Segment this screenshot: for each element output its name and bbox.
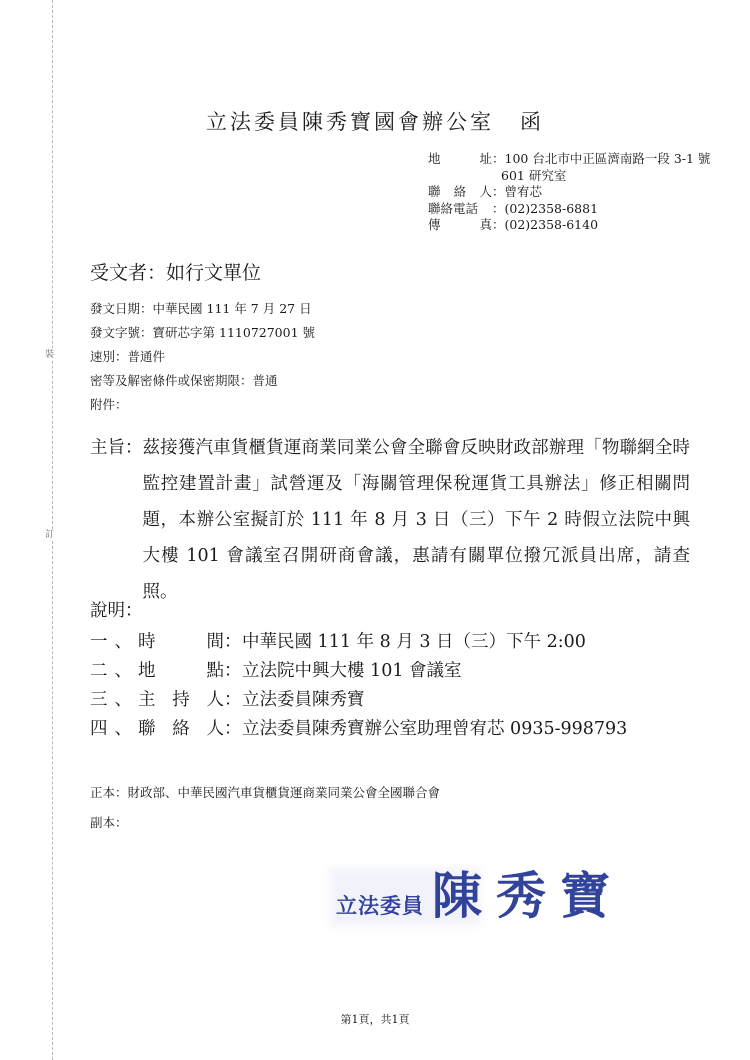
meta-ref-number: 發文字號：寶研芯字第 1110727001 號 [90,325,316,340]
title-text: 立法委員陳秀寶國會辦公室 [206,110,494,134]
page-number: 第1頁，共1頁 [340,1013,410,1026]
explanation-heading: 說明： [90,601,143,621]
explanation-item-host: 三 、 主 持 人 ： 立法委員陳秀寶 [90,686,627,715]
original-recipients: 正本：財政部、中華民國汽車貨櫃貨運商業同業公會全國聯合會 [90,785,441,800]
title-suffix: 函 [520,110,544,134]
recipient-line: 受文者：如行文單位 [90,262,262,284]
meta-block [90,297,315,417]
contact-fax: 傳 真 ： (02)2358-6140 [428,217,599,232]
document-title [0,106,750,136]
binding-mark-zhuang: 裝 [45,350,55,360]
address-value: 100 台北市中正區濟南路一段 3-1 號 [504,151,711,166]
subject-text: 茲接獲汽車貨櫃貨運商業同業公會全聯會反映財政部辦理「物聯網全時監控建置計畫」試營運及「海關管理保稅運貨工具辦法」修正相關問題，本辦公室擬訂於 111 年 8 月 3 日（三）下午 2 時假立法院中興大樓 101 會議室召開研商會議，惠請有關單位撥冗派員出席，請查照。 [142,438,690,602]
contact-address: 地 址 ： 100 台北市中正區濟南路一段 3-1 號 [428,151,711,166]
seal-title: 立法委員 [336,893,424,918]
meta-speed: 速別：普通件 [90,349,166,364]
copy-recipients: 副本： [90,815,128,830]
recipient-label: 受文者 [90,262,148,284]
item-time-value: 中華民國 111 年 8 月 3 日（三）下午 2:00 [242,632,586,652]
subject-label: 主旨 [90,438,125,458]
binding-mark-ding: 訂 [45,530,55,540]
subject-block: 主旨： 茲接獲汽車貨櫃貨運商業同業公會全聯會反映財政部辦理「物聯網全時監控建置計畫」試營運及「海關管理保稅運貨工具辦法」修正相關問題，本辦公室擬訂於 111 年 8 月 3 日（三）下午 2 時假立法院中興大樓 101 會議室召開研商會議，惠請有關單位撥冗派員出席，請查照。 [90,430,690,610]
meta-attachment: 附件： [90,397,128,412]
item-location-value: 立法院中興大樓 101 會議室 [242,661,462,681]
address-continued: 601 研究室 [501,167,567,183]
recipient-value: 如行文單位 [166,262,262,284]
item-contact-value: 立法委員陳秀寶辦公室助理曾宥芯 0935-998793 [242,719,628,739]
person-value: 曾宥芯 [504,184,543,199]
fax-value: (02)2358-6140 [504,217,599,232]
explanation-item-time: 一 、 時 間 ： 中華民國 111 年 8 月 3 日（三）下午 2:00 [90,628,627,657]
contact-block [428,151,710,234]
phone-value: (02)2358-6881 [504,200,599,216]
explanation-item-contact: 四 、 聯 絡 人 ： 立法委員陳秀寶辦公室助理曾宥芯 0935-998793 [90,715,627,744]
copies-block [90,778,440,838]
item-host-value: 立法委員陳秀寶 [242,690,365,710]
explanation-items [90,628,627,744]
explanation-item-location: 二 、 地 點 ： 立法院中興大樓 101 會議室 [90,657,627,686]
meta-secrecy: 密等及解密條件或保密期限：普通 [90,373,278,388]
meta-date: 發文日期：中華民國 111 年 7 月 27 日 [90,301,312,316]
legislator-seal-stamp [336,864,686,926]
seal-name: 陳秀寶 [432,866,624,925]
contact-phone: 聯絡電話 ： (02)2358-6881 [428,200,599,216]
contact-person: 聯 絡 人 ： 曾宥芯 [428,184,543,199]
